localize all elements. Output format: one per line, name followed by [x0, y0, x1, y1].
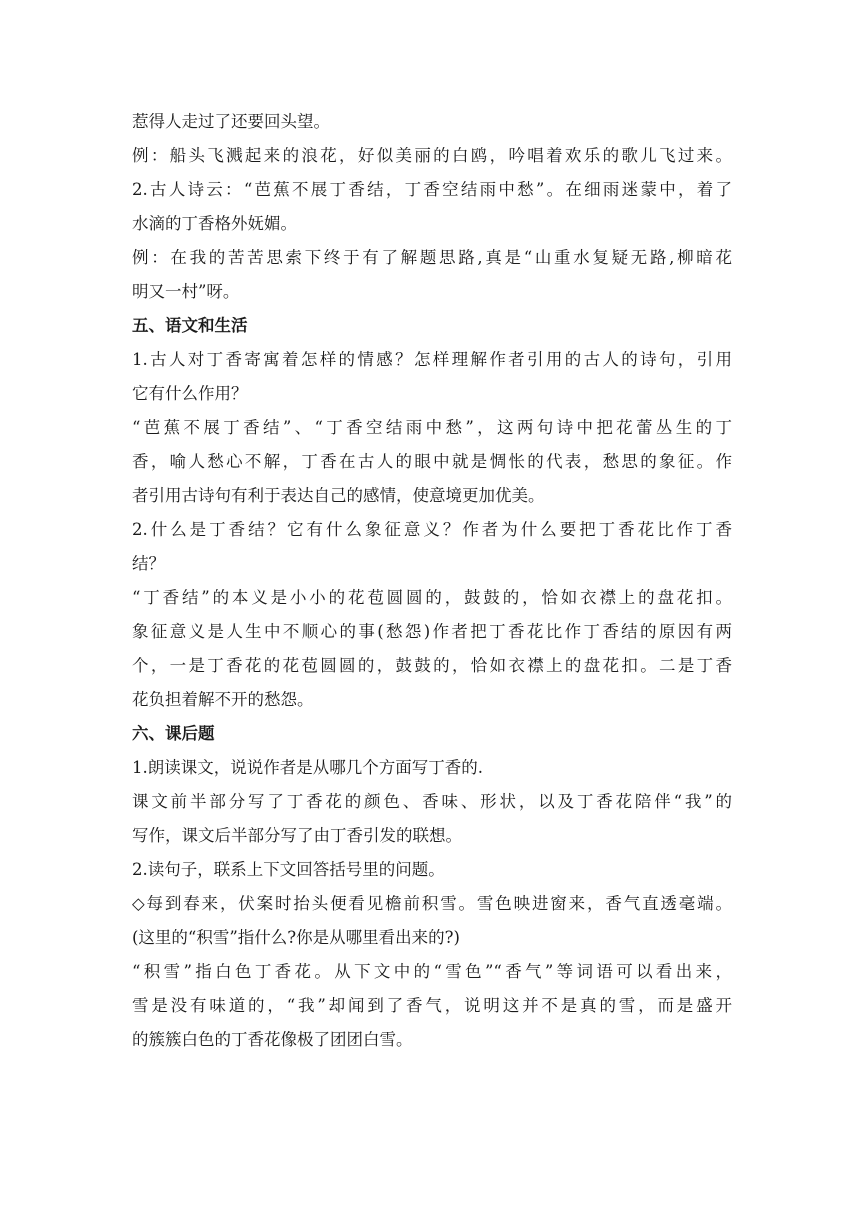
question-text: 1.古人对丁香寄寓着怎样的情感？怎样理解作者引用的古人的诗句，引用: [132, 350, 732, 369]
question-text: 它有什么作用？: [132, 384, 248, 403]
question-text: 1.朗读课文，说说作者是从哪几个方面写丁香的.: [132, 758, 483, 777]
answer-text: 课文前半部分写了丁香花的颜色、香味、形状，以及丁香花陪伴“我”的: [132, 792, 732, 811]
answer-text: 象征意义是人生中不顺心的事(愁怨)作者把丁香花比作丁香结的原因有两: [132, 622, 732, 641]
text-line: 水滴的丁香格外妩媚。: [132, 214, 297, 233]
question-text: 2.什么是丁香结？它有什么象征意义？作者为什么要把丁香花比作丁香: [132, 520, 732, 539]
quoted-sentence: ◇每到春来，伏案时抬头便看见檐前积雪。雪色映进窗来，香气直透毫端。: [132, 894, 732, 913]
document-page: [132, 105, 732, 1057]
question-text: 2.读句子，联系上下文回答括号里的问题。: [132, 860, 445, 879]
question-text: (这里的“积雪”指什么?你是从哪里看出来的?): [132, 928, 460, 947]
answer-text: 的簇簇白色的丁香花像极了团团白雪。: [132, 1030, 413, 1049]
section-heading-6: 六、课后题: [132, 724, 215, 743]
question-text: 结？: [132, 554, 165, 573]
answer-text: 花负担着解不开的愁怨。: [132, 690, 314, 709]
text-line: 明又一村”呀。: [132, 282, 240, 301]
section-heading-5: 五、语文和生活: [132, 316, 248, 335]
answer-text: 香，喻人愁心不解，丁香在古人的眼中就是惆怅的代表，愁思的象征。作: [132, 452, 732, 471]
answer-text: 雪是没有味道的，“我”却闻到了香气，说明这并不是真的雪，而是盛开: [132, 996, 732, 1015]
answer-text: “丁香结”的本义是小小的花苞圆圆的，鼓鼓的，恰如衣襟上的盘花扣。: [132, 588, 732, 607]
text-line: 例：船头飞溅起来的浪花，好似美丽的白鸥，吟唱着欢乐的歌儿飞过来。: [132, 146, 732, 165]
answer-text: 写作，课文后半部分写了由丁香引发的联想。: [132, 826, 462, 845]
text-line: 例：在我的苦苦思索下终于有了解题思路,真是“山重水复疑无路,柳暗花: [132, 248, 732, 267]
text-line: 2.古人诗云：“芭蕉不展丁香结，丁香空结雨中愁”。在细雨迷蒙中，着了: [132, 180, 732, 199]
answer-text: “积雪”指白色丁香花。从下文中的“雪色”“香气”等词语可以看出来，: [132, 962, 732, 981]
answer-text: 个，一是丁香花的花苞圆圆的，鼓鼓的，恰如衣襟上的盘花扣。二是丁香: [132, 656, 732, 675]
answer-text: “芭蕉不展丁香结”、“丁香空结雨中愁”，这两句诗中把花蕾丛生的丁: [132, 418, 732, 437]
text-line: 惹得人走过了还要回头望。: [132, 112, 330, 131]
answer-text: 者引用古诗句有利于表达自己的感情，使意境更加优美。: [132, 486, 545, 505]
